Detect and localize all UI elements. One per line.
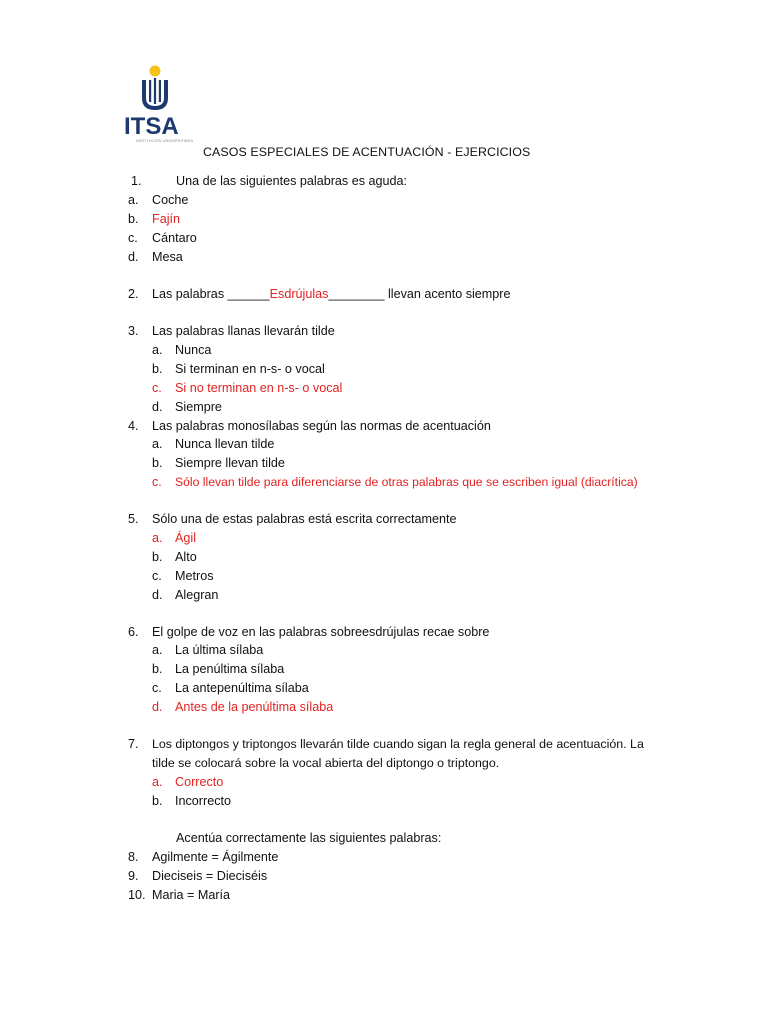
question-4-text: Las palabras monosílabas según las normas de acentuación (152, 419, 491, 433)
question-2-text (152, 286, 511, 302)
question-1-option-d-marker: d. (128, 250, 139, 264)
question-6-option-a: La última sílaba (175, 643, 264, 657)
logo-wordmark: ITSA (124, 113, 179, 140)
question-3-option-b: Si terminan en n-s- o vocal (175, 362, 325, 376)
question-3-number: 3. (128, 324, 139, 338)
item-10-text: Maria = María (152, 888, 231, 902)
question-5-option-b-marker: b. (152, 550, 163, 564)
question-1-option-a-marker: a. (128, 193, 139, 207)
question-4-number: 4. (128, 419, 139, 433)
question-6-option-d-marker: d. (152, 700, 163, 714)
question-1-option-c: Cántaro (152, 231, 197, 245)
question-4-option-a-marker: a. (152, 437, 163, 451)
document-title: CASOS ESPECIALES DE ACENTUACIÓN - EJERCICIOS (203, 145, 531, 159)
section-heading: Acentúa correctamente las siguientes palabras: (176, 831, 442, 845)
question-3-option-c-answer: Si no terminan en n-s- o vocal (175, 381, 343, 395)
question-6-option-c: La antepenúltima sílaba (175, 681, 309, 695)
question-5-option-c-marker: c. (152, 569, 162, 583)
question-7-option-a-marker: a. (152, 775, 163, 789)
question-4-option-b-marker: b. (152, 456, 163, 470)
item-8-text: Agilmente = Ágilmente (152, 850, 279, 864)
question-7-option-b-marker: b. (152, 794, 163, 808)
question-6-option-d-answer: Antes de la penúltima sílaba (175, 700, 334, 714)
question-5-option-d-marker: d. (152, 588, 163, 602)
question-7-text-line-1: Los diptongos y triptongos llevarán tilde cuando sigan la regla general de acentuación. La (152, 737, 644, 751)
question-5-option-c: Metros (175, 569, 214, 583)
question-1-number: 1. (131, 174, 142, 188)
question-1-option-d: Mesa (152, 250, 183, 264)
question-5-option-b: Alto (175, 550, 197, 564)
question-4-option-b: Siempre llevan tilde (175, 456, 285, 470)
item-8-number: 8. (128, 850, 139, 864)
item-9-text: Dieciseis = Dieciséis (152, 869, 268, 883)
question-1-option-b-answer: Fajín (152, 212, 180, 226)
itsa-logo (122, 62, 202, 157)
question-5-option-a-marker: a. (152, 531, 163, 545)
question-1-option-c-marker: c. (128, 231, 138, 245)
question-1-option-a: Coche (152, 193, 189, 207)
question-6-option-b: La penúltima sílaba (175, 662, 285, 676)
question-6-option-b-marker: b. (152, 662, 163, 676)
question-6-text: El golpe de voz en las palabras sobreesdrújulas recae sobre (152, 625, 490, 639)
question-7-number: 7. (128, 737, 139, 751)
question-4-option-c-answer: Sólo llevan tilde para diferenciarse de otras palabras que se escriben igual (diacrítica) (175, 475, 638, 489)
question-5-option-a-answer: Ágil (175, 531, 196, 545)
question-2-suffix: ________ llevan acento siempre (328, 287, 511, 301)
question-1-text: Una de las siguientes palabras es aguda: (176, 174, 408, 188)
question-3-option-a: Nunca (175, 343, 212, 357)
question-6-option-c-marker: c. (152, 681, 162, 695)
question-7-option-a-answer: Correcto (175, 775, 224, 789)
question-3-text: Las palabras llanas llevarán tilde (152, 324, 335, 338)
question-7-option-b: Incorrecto (175, 794, 231, 808)
question-7-text-line-2: tilde se colocará sobre la vocal abierta del diptongo o triptongo. (152, 756, 500, 770)
question-2-prefix: Las palabras ______ (152, 287, 270, 301)
logo-subtext: INSTITUCIÓN UNIVERSITARIA (136, 138, 194, 143)
question-5-number: 5. (128, 512, 139, 526)
question-4-option-a: Nunca llevan tilde (175, 437, 275, 451)
item-9-number: 9. (128, 869, 139, 883)
question-6-number: 6. (128, 625, 139, 639)
question-6-option-a-marker: a. (152, 643, 163, 657)
question-5-option-d: Alegran (175, 588, 219, 602)
question-4-option-c-marker: c. (152, 475, 162, 489)
question-3-option-a-marker: a. (152, 343, 163, 357)
question-2-number: 2. (128, 287, 139, 301)
question-5-text: Sólo una de estas palabras está escrita correctamente (152, 512, 457, 526)
question-1-option-b-marker: b. (128, 212, 139, 226)
question-2-answer: Esdrújulas (269, 287, 329, 301)
item-10-number: 10. (128, 888, 146, 902)
question-3-option-c-marker: c. (152, 381, 162, 395)
question-3-option-d-marker: d. (152, 400, 163, 414)
question-3-option-d: Siempre (175, 400, 222, 414)
question-3-option-b-marker: b. (152, 362, 163, 376)
